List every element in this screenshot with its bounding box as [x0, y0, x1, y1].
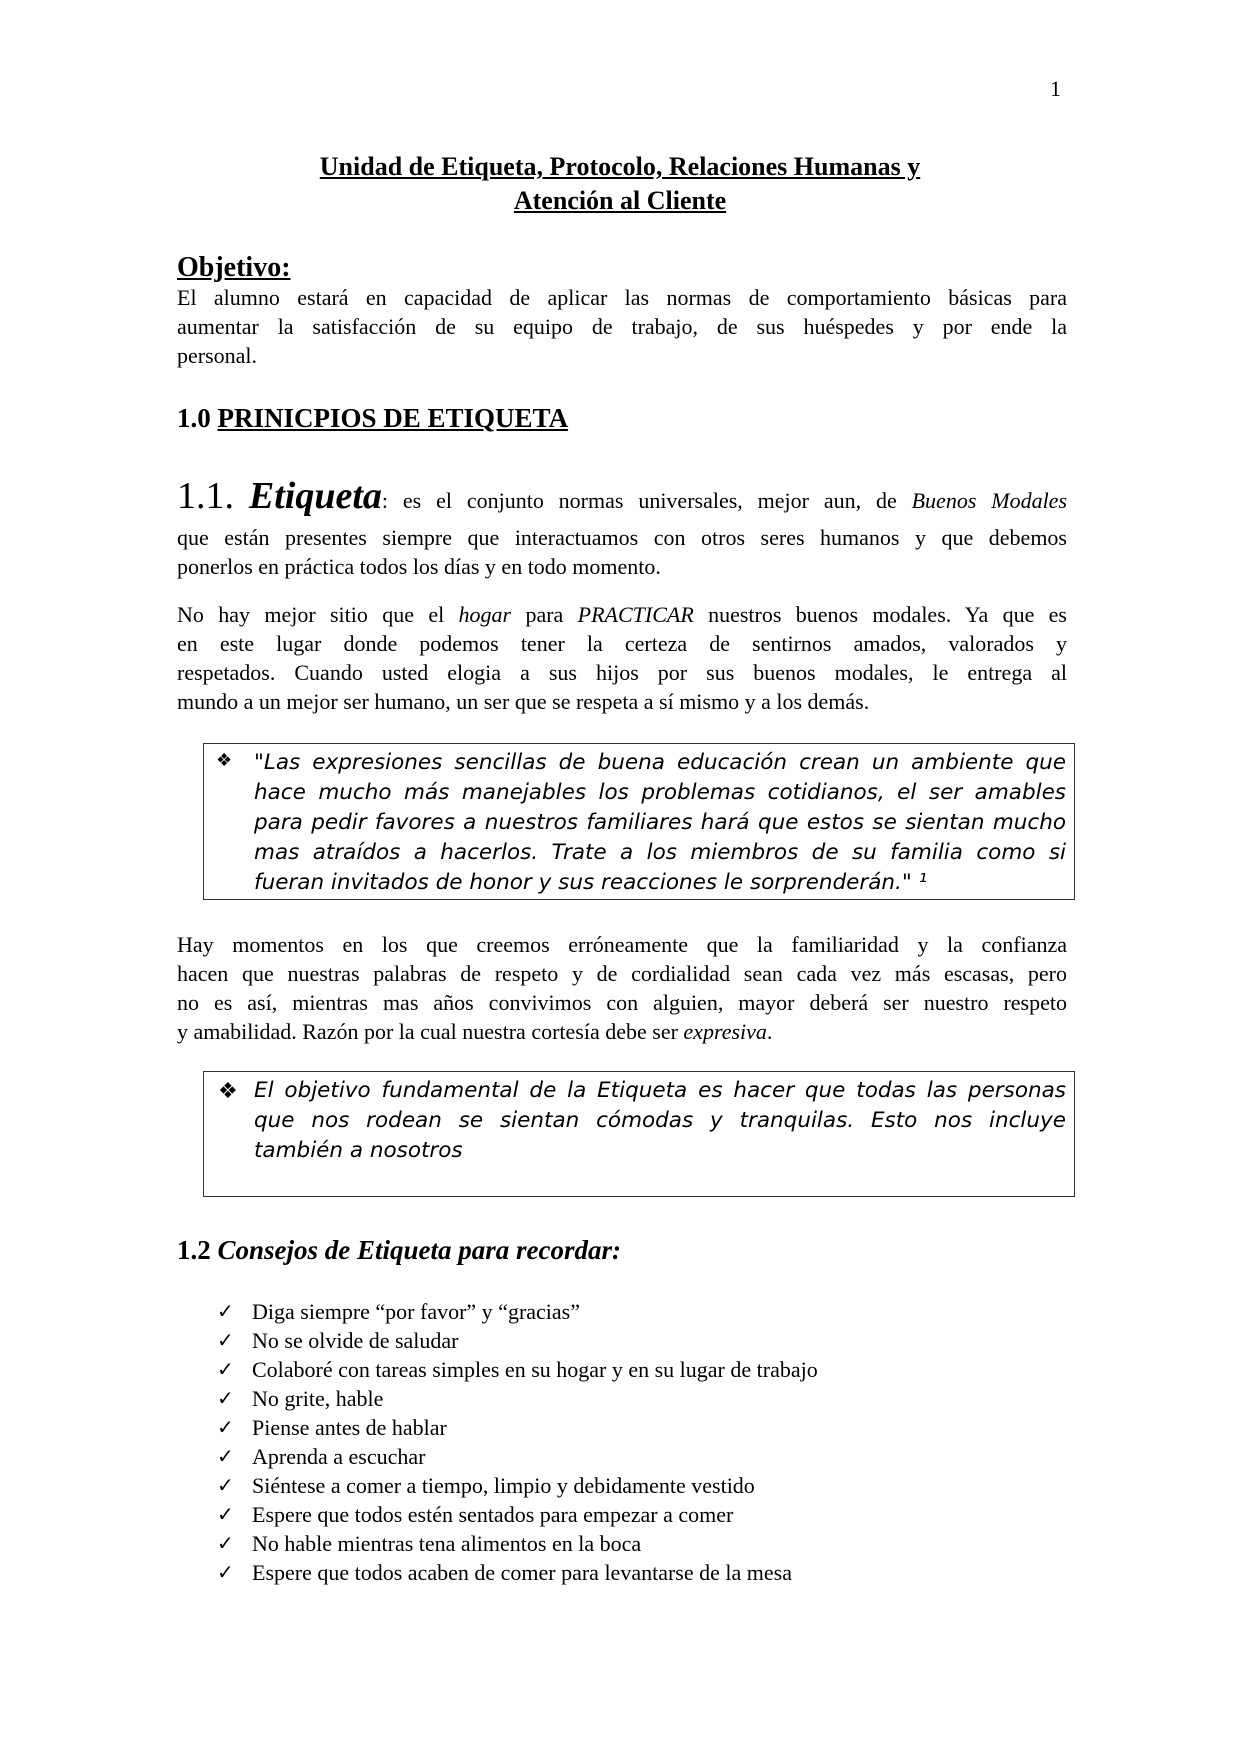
quote-line: fueran invitados de honor y sus reacciones le sorprenderán." ¹: [254, 870, 928, 895]
checklist-item-text: Colaboré con tareas simples en su hogar y en su lugar de trabajo: [252, 1357, 818, 1382]
etiqueta-term: Etiqueta: [248, 475, 382, 517]
checklist-item: [217, 1500, 818, 1529]
objetivo-line: personal.: [177, 343, 258, 368]
etiqueta-definition: : es el conjunto normas universales, mejor aun, de: [381, 488, 912, 513]
hogar-line: [177, 600, 1067, 629]
objetivo-line: El alumno estará en capacidad de aplicar las normas de comportamiento básicas para: [177, 285, 1067, 310]
objetivo-heading: Objetivo:: [177, 252, 291, 283]
checklist-item-text: No grite, hable: [252, 1386, 384, 1411]
section-number: 1.2: [177, 1235, 211, 1265]
document-title: [175, 150, 1065, 218]
quote-text-1: [254, 748, 1066, 898]
checkmark-icon: ✓: [217, 1502, 234, 1526]
quote-box-2: [203, 1071, 1075, 1197]
buenos-modales-text: Buenos Modales: [911, 488, 1068, 513]
momentos-paragraph: [177, 930, 1067, 1046]
checklist-item: [217, 1384, 818, 1413]
page-number: 1: [1050, 76, 1061, 101]
checkmark-icon: ✓: [217, 1386, 234, 1410]
checklist-item-text: Piense antes de hablar: [252, 1415, 447, 1440]
checkmark-icon: ✓: [217, 1357, 234, 1381]
diamond-bullet-icon: ❖: [218, 1078, 238, 1103]
checklist-item-text: No se olvide de saludar: [252, 1328, 459, 1353]
quote-line: también a nosotros: [254, 1138, 463, 1163]
momentos-line: [177, 1017, 1067, 1046]
checklist-item-text: Diga siempre “por favor” y “gracias”: [252, 1299, 581, 1324]
quote-line: para pedir favores a nuestros familiares hará que estos se sientan mucho: [254, 810, 1066, 835]
checklist-item: [217, 1442, 818, 1471]
quote-line: hace mucho más manejables los problemas cotidianos, el ser amables: [254, 780, 1066, 805]
etiqueta-line: que están presentes siempre que interactuamos con otros seres humanos y que debemos: [177, 525, 1067, 550]
checkmark-icon: ✓: [217, 1444, 234, 1468]
title-line-2: Atención al Cliente: [513, 186, 727, 215]
etiqueta-line: [177, 474, 1067, 523]
section-heading-1-2: [177, 1235, 621, 1266]
hogar-line: mundo a un mejor ser humano, un ser que se respeta a sí mismo y a los demás.: [177, 689, 870, 714]
checklist-item: [217, 1558, 818, 1587]
quote-line: que nos rodean se sientan cómodas y tranquilas. Esto nos incluye: [254, 1108, 1066, 1133]
objetivo-line: aumentar la satisfacción de su equipo de trabajo, de sus huéspedes y por ende la: [177, 314, 1067, 339]
checkmark-icon: ✓: [217, 1531, 234, 1555]
checklist-item: [217, 1355, 818, 1384]
subsection-number: 1.1.: [177, 475, 234, 517]
hogar-line: respetados. Cuando usted elogia a sus hijos por sus buenos modales, le entrega al: [177, 660, 1067, 685]
expresiva-emphasis: expresiva: [683, 1019, 767, 1044]
section-heading-1-0: [177, 403, 568, 434]
text-run: nuestros buenos modales. Ya que es: [693, 602, 1067, 627]
title-line-1: Unidad de Etiqueta, Protocolo, Relaciones Humanas y: [319, 152, 921, 181]
text-run: y amabilidad. Razón por la cual nuestra cortesía debe ser: [177, 1019, 684, 1044]
objetivo-paragraph: [177, 283, 1067, 370]
quote-line: mas atraídos a hacerlos. Trate a los miembros de su familia como si: [254, 840, 1066, 865]
text-run: .: [766, 1019, 773, 1044]
momentos-line: hacen que nuestras palabras de respeto y de cordialidad sean cada vez más escasas, pero: [177, 961, 1067, 986]
section-title: PRINICPIOS DE ETIQUETA: [217, 403, 569, 433]
momentos-line: no es así, mientras mas años convivimos con alguien, mayor deberá ser nuestro respeto: [177, 990, 1067, 1015]
quote-text-2: [254, 1076, 1066, 1166]
etiqueta-line: ponerlos en práctica todos los días y en todo momento.: [177, 554, 661, 579]
checklist-item-text: Aprenda a escuchar: [252, 1444, 426, 1469]
checklist-item-text: No hable mientras tena alimentos en la boca: [252, 1531, 642, 1556]
checkmark-icon: ✓: [217, 1299, 234, 1323]
etiqueta-paragraph: [177, 474, 1067, 581]
hogar-paragraph: [177, 600, 1067, 716]
checklist-item: [217, 1471, 818, 1500]
text-run: para: [511, 602, 578, 627]
section-number: 1.0: [177, 403, 211, 433]
checklist-item-text: Espere que todos estén sentados para empezar a comer: [252, 1502, 734, 1527]
quote-line: "Las expresiones sencillas de buena educación crean un ambiente que: [254, 750, 1066, 775]
tips-checklist: [217, 1297, 818, 1587]
text-run: No hay mejor sitio que el: [177, 602, 459, 627]
hogar-line: en este lugar donde podemos tener la certeza de sentirnos amados, valorados y: [177, 631, 1067, 656]
checklist-item: [217, 1529, 818, 1558]
momentos-line: Hay momentos en los que creemos erróneamente que la familiaridad y la confianza: [177, 932, 1067, 957]
checklist-item-text: Siéntese a comer a tiempo, limpio y debidamente vestido: [252, 1473, 755, 1498]
hogar-emphasis: hogar: [458, 602, 512, 627]
checklist-item: [217, 1326, 818, 1355]
diamond-bullet-icon: ❖: [216, 750, 233, 770]
practicar-emphasis: PRACTICAR: [577, 602, 694, 627]
checklist-item: [217, 1297, 818, 1326]
checkmark-icon: ✓: [217, 1328, 234, 1352]
checkmark-icon: ✓: [217, 1415, 234, 1439]
checkmark-icon: ✓: [217, 1560, 234, 1584]
section-title: Consejos de Etiqueta para recordar:: [217, 1235, 622, 1265]
checkmark-icon: ✓: [217, 1473, 234, 1497]
checklist-item-text: Espere que todos acaben de comer para levantarse de la mesa: [252, 1560, 792, 1585]
quote-box-1: [203, 743, 1075, 900]
quote-line: El objetivo fundamental de la Etiqueta es hacer que todas las personas: [254, 1078, 1066, 1103]
checklist-item: [217, 1413, 818, 1442]
